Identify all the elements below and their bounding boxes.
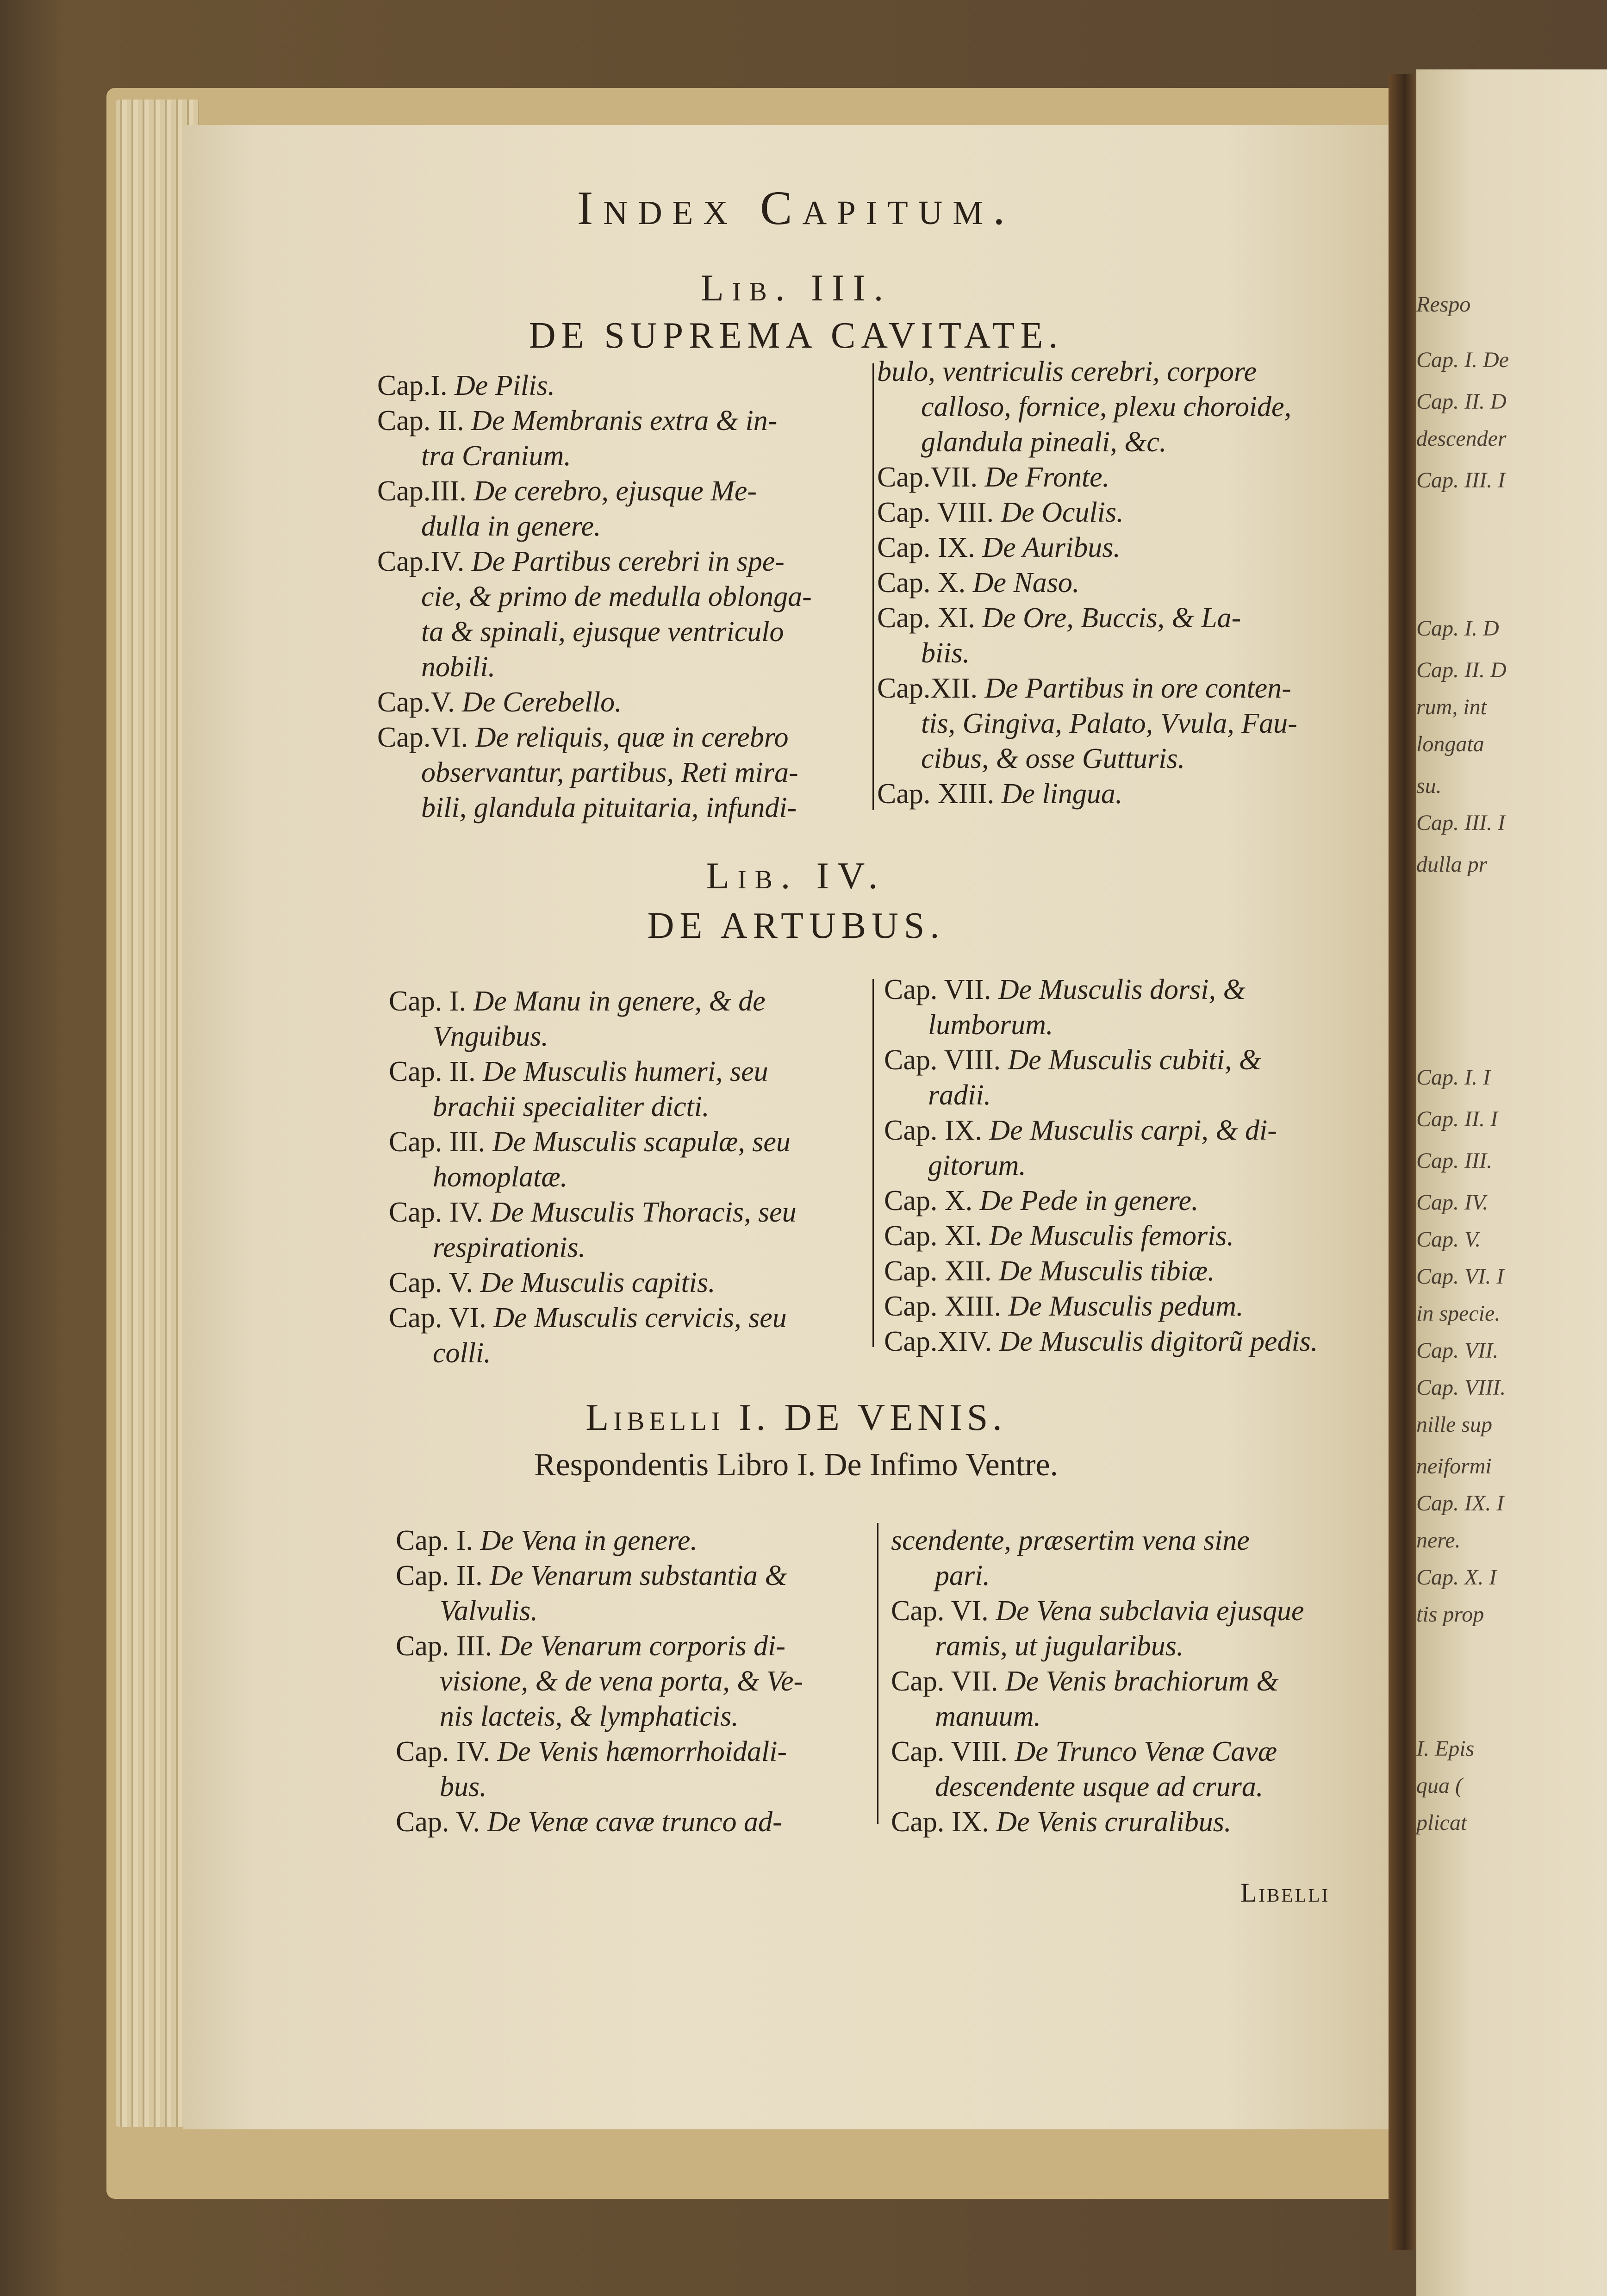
next-page-fragment: neiformi	[1416, 1454, 1492, 1479]
next-page-fragment: Cap. III.	[1416, 1148, 1492, 1173]
index-entry	[389, 1195, 870, 1265]
chapter-title-continued: descendente usque ad crura.	[935, 1771, 1264, 1803]
chapter-title-continued: Valvulis.	[440, 1595, 538, 1627]
index-entry	[389, 1054, 870, 1124]
index-entry	[377, 368, 863, 403]
next-page-fragment: Cap. X. I	[1416, 1565, 1497, 1590]
next-page-fragment: Cap. IV.	[1416, 1190, 1489, 1215]
chapter-number: Cap. IV.	[396, 1736, 490, 1767]
chapter-title: De Membranis extra & in-	[471, 405, 778, 437]
chapter-title-continued: Vnguibus.	[433, 1021, 548, 1052]
chapter-title: De Venarum corporis di-	[499, 1630, 786, 1662]
chapter-title: De Musculis dorsi, &	[998, 974, 1246, 1005]
chapter-title: De Partibus in ore conten-	[984, 673, 1291, 704]
chapter-title-continued: bili, glandula pituitaria, infundi-	[421, 792, 797, 824]
chapter-number: Cap. XIII.	[877, 778, 995, 810]
chapter-number: Cap. III.	[389, 1126, 486, 1158]
chapter-number: Cap. XI.	[884, 1220, 982, 1252]
chapter-title-continued: ta & spinali, ejusque ventriculo	[421, 616, 784, 648]
chapter-title: De Vena in genere.	[480, 1525, 698, 1556]
chapter-number: Cap. VI.	[891, 1595, 989, 1627]
chapter-title-continued: tra Cranium.	[421, 440, 571, 472]
chapter-title-continued: respirationis.	[433, 1232, 586, 1263]
chapter-title: De Musculis pedum.	[1008, 1291, 1244, 1322]
next-page-fragment: Cap. II. I	[1416, 1107, 1498, 1131]
lib4-left-column	[389, 984, 870, 1371]
chapter-title: De lingua.	[1001, 778, 1123, 810]
chapter-number: Cap. XII.	[884, 1255, 992, 1287]
next-page-fragment: I. Epis	[1416, 1736, 1475, 1761]
chapter-title: De Venæ cavæ trunco ad-	[487, 1806, 782, 1838]
index-entry	[884, 1218, 1375, 1254]
chapter-title-continued: ramis, ut jugularibus.	[935, 1630, 1184, 1662]
chapter-number: Cap. VIII.	[877, 497, 994, 528]
chapter-number: Cap. IX.	[884, 1115, 982, 1146]
chapter-title-continued: cie, & primo de medulla oblonga-	[421, 581, 812, 612]
next-page-fragment: nere.	[1416, 1528, 1461, 1553]
chapter-number: Cap. V.	[389, 1267, 473, 1298]
chapter-number: Cap. II.	[389, 1056, 476, 1087]
chapter-title: scendente, præsertim vena sine	[891, 1525, 1250, 1556]
index-entry	[377, 544, 863, 685]
chapter-title: De Musculis digitorũ pedis.	[999, 1326, 1318, 1357]
index-entry	[396, 1734, 868, 1804]
next-page-fragment: Cap. IX. I	[1416, 1491, 1504, 1516]
chapter-title: De Musculis scapulæ, seu	[492, 1126, 791, 1158]
chapter-number: Cap. I.	[396, 1525, 473, 1556]
index-entry	[877, 354, 1368, 460]
chapter-title-continued: pari.	[935, 1560, 990, 1591]
chapter-title: De Musculis humeri, seu	[483, 1056, 768, 1087]
chapter-title-continued: lumborum.	[928, 1009, 1053, 1041]
chapter-title: De Ore, Buccis, & La-	[982, 602, 1241, 634]
catchword: Libelli	[1240, 1878, 1330, 1908]
chapter-number: Cap. V.	[396, 1806, 480, 1838]
index-entry	[396, 1558, 868, 1628]
index-entry	[877, 495, 1368, 530]
chapter-title: De cerebro, ejusque Me-	[473, 475, 757, 507]
chapter-number: Cap. II.	[377, 405, 464, 437]
index-entry	[884, 972, 1375, 1042]
next-page-fragment: in specie.	[1416, 1301, 1501, 1326]
chapter-title-continued: brachii specialiter dicti.	[433, 1091, 710, 1123]
next-page-fragment: Cap. III. I	[1416, 811, 1505, 835]
chapter-title: De Venarum substantia &	[490, 1560, 787, 1591]
index-entry	[389, 1300, 870, 1371]
next-page-fragment: Cap. III. I	[1416, 468, 1505, 493]
chapter-title: De Venis brachiorum &	[1005, 1666, 1279, 1697]
chapter-number: Cap. IX.	[891, 1806, 989, 1838]
chapter-title: De reliquis, quæ in cerebro	[475, 722, 789, 753]
chapter-title-continued: homoplatæ.	[433, 1161, 568, 1193]
index-entry	[877, 600, 1368, 671]
index-entry	[891, 1523, 1382, 1593]
chapter-title-continued: radii.	[928, 1079, 991, 1111]
chapter-title: De Musculis femoris.	[989, 1220, 1234, 1252]
chapter-title-continued: nobili.	[421, 651, 496, 683]
next-page-fragment: Cap. I. De	[1416, 348, 1509, 372]
index-entry	[891, 1664, 1382, 1734]
chapter-title: De Naso.	[972, 567, 1080, 599]
libelli1-left-column	[396, 1523, 868, 1840]
next-page-fragment: Cap. VIII.	[1416, 1375, 1506, 1400]
chapter-title: De Musculis tibiæ.	[998, 1255, 1215, 1287]
index-entry	[389, 1265, 870, 1300]
chapter-number: Cap.XIV.	[884, 1326, 992, 1357]
chapter-number: Cap. XI.	[877, 602, 975, 634]
next-page-fragment: Cap. I. D	[1416, 616, 1499, 641]
index-entry	[891, 1804, 1382, 1840]
next-page-fragment: Cap. VI. I	[1416, 1264, 1504, 1289]
next-page-fragment: rum, int	[1416, 695, 1487, 719]
chapter-title: De Trunco Venæ Cavæ	[1015, 1736, 1277, 1767]
lib4-section-title: DE ARTUBUS.	[647, 905, 945, 946]
chapter-title: De Pilis.	[455, 370, 555, 401]
chapter-number: Cap. VIII.	[884, 1044, 1001, 1076]
next-page-fragment: Cap. I. I	[1416, 1065, 1490, 1090]
lib3-section-title: DE SUPREMA CAVITATE.	[529, 315, 1064, 356]
lib3-heading: Lib. III.	[700, 267, 892, 309]
index-entry	[884, 1289, 1375, 1324]
chapter-title-continued: colli.	[433, 1337, 491, 1369]
chapter-number: Cap. XIII.	[884, 1291, 1002, 1322]
lib4-heading: Lib. IV.	[706, 855, 886, 897]
next-page-fragment: tis prop	[1416, 1602, 1484, 1627]
index-entry	[884, 1042, 1375, 1113]
chapter-number: Cap.XII.	[877, 673, 978, 704]
chapter-title-continued: biis.	[921, 637, 970, 669]
chapter-title-continued: manuum.	[935, 1701, 1041, 1732]
chapter-number: Cap. I.	[389, 986, 467, 1017]
chapter-number: Cap.IV.	[377, 546, 465, 577]
next-page-fragment: Cap. II. D	[1416, 389, 1507, 414]
index-entry	[877, 671, 1368, 776]
chapter-title-continued: glandula pineali, &c.	[921, 426, 1167, 458]
chapter-number: Cap. III.	[396, 1630, 492, 1662]
chapter-title: De Venis hæmorrhoidali-	[497, 1736, 787, 1767]
next-page-fragment: Cap. VII.	[1416, 1338, 1499, 1363]
next-page-fragment: dulla pr	[1416, 852, 1488, 877]
column-rule	[872, 979, 874, 1347]
chapter-number: Cap. VIII.	[891, 1736, 1008, 1767]
chapter-number: Cap. X.	[884, 1185, 973, 1217]
chapter-title: De Musculis cervicis, seu	[493, 1302, 787, 1334]
index-entry	[877, 530, 1368, 565]
index-entry	[389, 984, 870, 1054]
index-entry	[884, 1254, 1375, 1289]
chapter-title-continued: gitorum.	[928, 1150, 1026, 1181]
chapter-title: De Venis cruralibus.	[996, 1806, 1232, 1838]
chapter-title: De Auribus.	[982, 532, 1121, 563]
chapter-title: bulo, ventriculis cerebri, corpore	[877, 356, 1257, 387]
column-rule	[872, 363, 874, 810]
index-entry	[377, 720, 863, 825]
chapter-number: Cap. IX.	[877, 532, 975, 563]
index-entry	[884, 1113, 1375, 1183]
next-page-fragment: plicat	[1416, 1810, 1467, 1835]
chapter-title-continued: cibus, & osse Gutturis.	[921, 743, 1185, 774]
chapter-title-continued: tis, Gingiva, Palato, Vvula, Fau-	[921, 708, 1297, 739]
chapter-title: De Pede in genere.	[979, 1185, 1199, 1217]
chapter-title-continued: bus.	[440, 1771, 487, 1803]
chapter-title-continued: calloso, fornice, plexu choroide,	[921, 391, 1292, 423]
chapter-number: Cap.VII.	[877, 462, 978, 493]
libelli1-heading: Libelli I. DE VENIS.	[585, 1396, 1007, 1438]
right-page-fragment	[1416, 69, 1607, 2296]
index-entry	[877, 776, 1368, 811]
next-page-fragment: su.	[1416, 774, 1442, 798]
chapter-number: Cap.III.	[377, 475, 467, 507]
index-entry	[884, 1324, 1375, 1359]
index-entry	[377, 474, 863, 544]
next-page-fragment: Cap. II. D	[1416, 658, 1507, 682]
next-page-fragment: Cap. V.	[1416, 1227, 1481, 1252]
column-rule	[877, 1523, 878, 1824]
lib4-right-column	[884, 972, 1375, 1359]
next-page-fragment: longata	[1416, 732, 1484, 756]
chapter-title-continued: observantur, partibus, Reti mira-	[421, 757, 798, 788]
chapter-title: De Oculis.	[1001, 497, 1124, 528]
chapter-title: De Musculis cubiti, &	[1008, 1044, 1262, 1076]
chapter-title: De Cerebello.	[462, 686, 622, 718]
chapter-title: De Vena subclavia ejusque	[996, 1595, 1304, 1627]
chapter-title-continued: nis lacteis, & lymphaticis.	[440, 1701, 739, 1732]
index-entry	[891, 1734, 1382, 1804]
libelli1-subheading: Respondentis Libro I. De Infimo Ventre.	[534, 1447, 1059, 1483]
next-page-fragment: qua (	[1416, 1773, 1463, 1798]
chapter-title: De Partibus cerebri in spe-	[471, 546, 785, 577]
chapter-number: Cap. IV.	[389, 1197, 483, 1228]
next-page-fragment: descender	[1416, 426, 1507, 451]
index-entry	[396, 1804, 868, 1840]
next-page-fragment: nille sup	[1416, 1412, 1492, 1437]
chapter-number: Cap.I.	[377, 370, 448, 401]
chapter-title-continued: dulla in genere.	[421, 511, 601, 542]
chapter-title: De Fronte.	[984, 462, 1110, 493]
chapter-title: De Musculis capitis.	[480, 1267, 716, 1298]
index-entry	[891, 1593, 1382, 1664]
libelli1-right-column	[891, 1523, 1382, 1840]
chapter-number: Cap. II.	[396, 1560, 483, 1591]
index-entry	[396, 1628, 868, 1734]
index-entry	[877, 565, 1368, 600]
chapter-number: Cap. VI.	[389, 1302, 486, 1334]
index-entry	[377, 403, 863, 474]
chapter-number: Cap. X.	[877, 567, 966, 599]
index-entry	[377, 685, 863, 720]
chapter-number: Cap. VII.	[884, 974, 991, 1005]
lib3-left-column	[377, 368, 863, 825]
index-entry	[884, 1183, 1375, 1218]
index-entry	[396, 1523, 868, 1558]
page-title: Index Capitum.	[577, 181, 1015, 235]
chapter-title: De Manu in genere, & de	[473, 986, 766, 1017]
next-page-fragment: Respo	[1416, 292, 1471, 317]
chapter-number: Cap.VI.	[377, 722, 468, 753]
index-entry	[877, 460, 1368, 495]
lib3-right-column	[877, 354, 1368, 811]
chapter-title-continued: visione, & de vena porta, & Ve-	[440, 1666, 804, 1697]
chapter-title: De Musculis Thoracis, seu	[490, 1197, 797, 1228]
index-entry	[389, 1124, 870, 1195]
chapter-title: De Musculis carpi, & di-	[989, 1115, 1277, 1146]
chapter-number: Cap. VII.	[891, 1666, 998, 1697]
chapter-number: Cap.V.	[377, 686, 455, 718]
